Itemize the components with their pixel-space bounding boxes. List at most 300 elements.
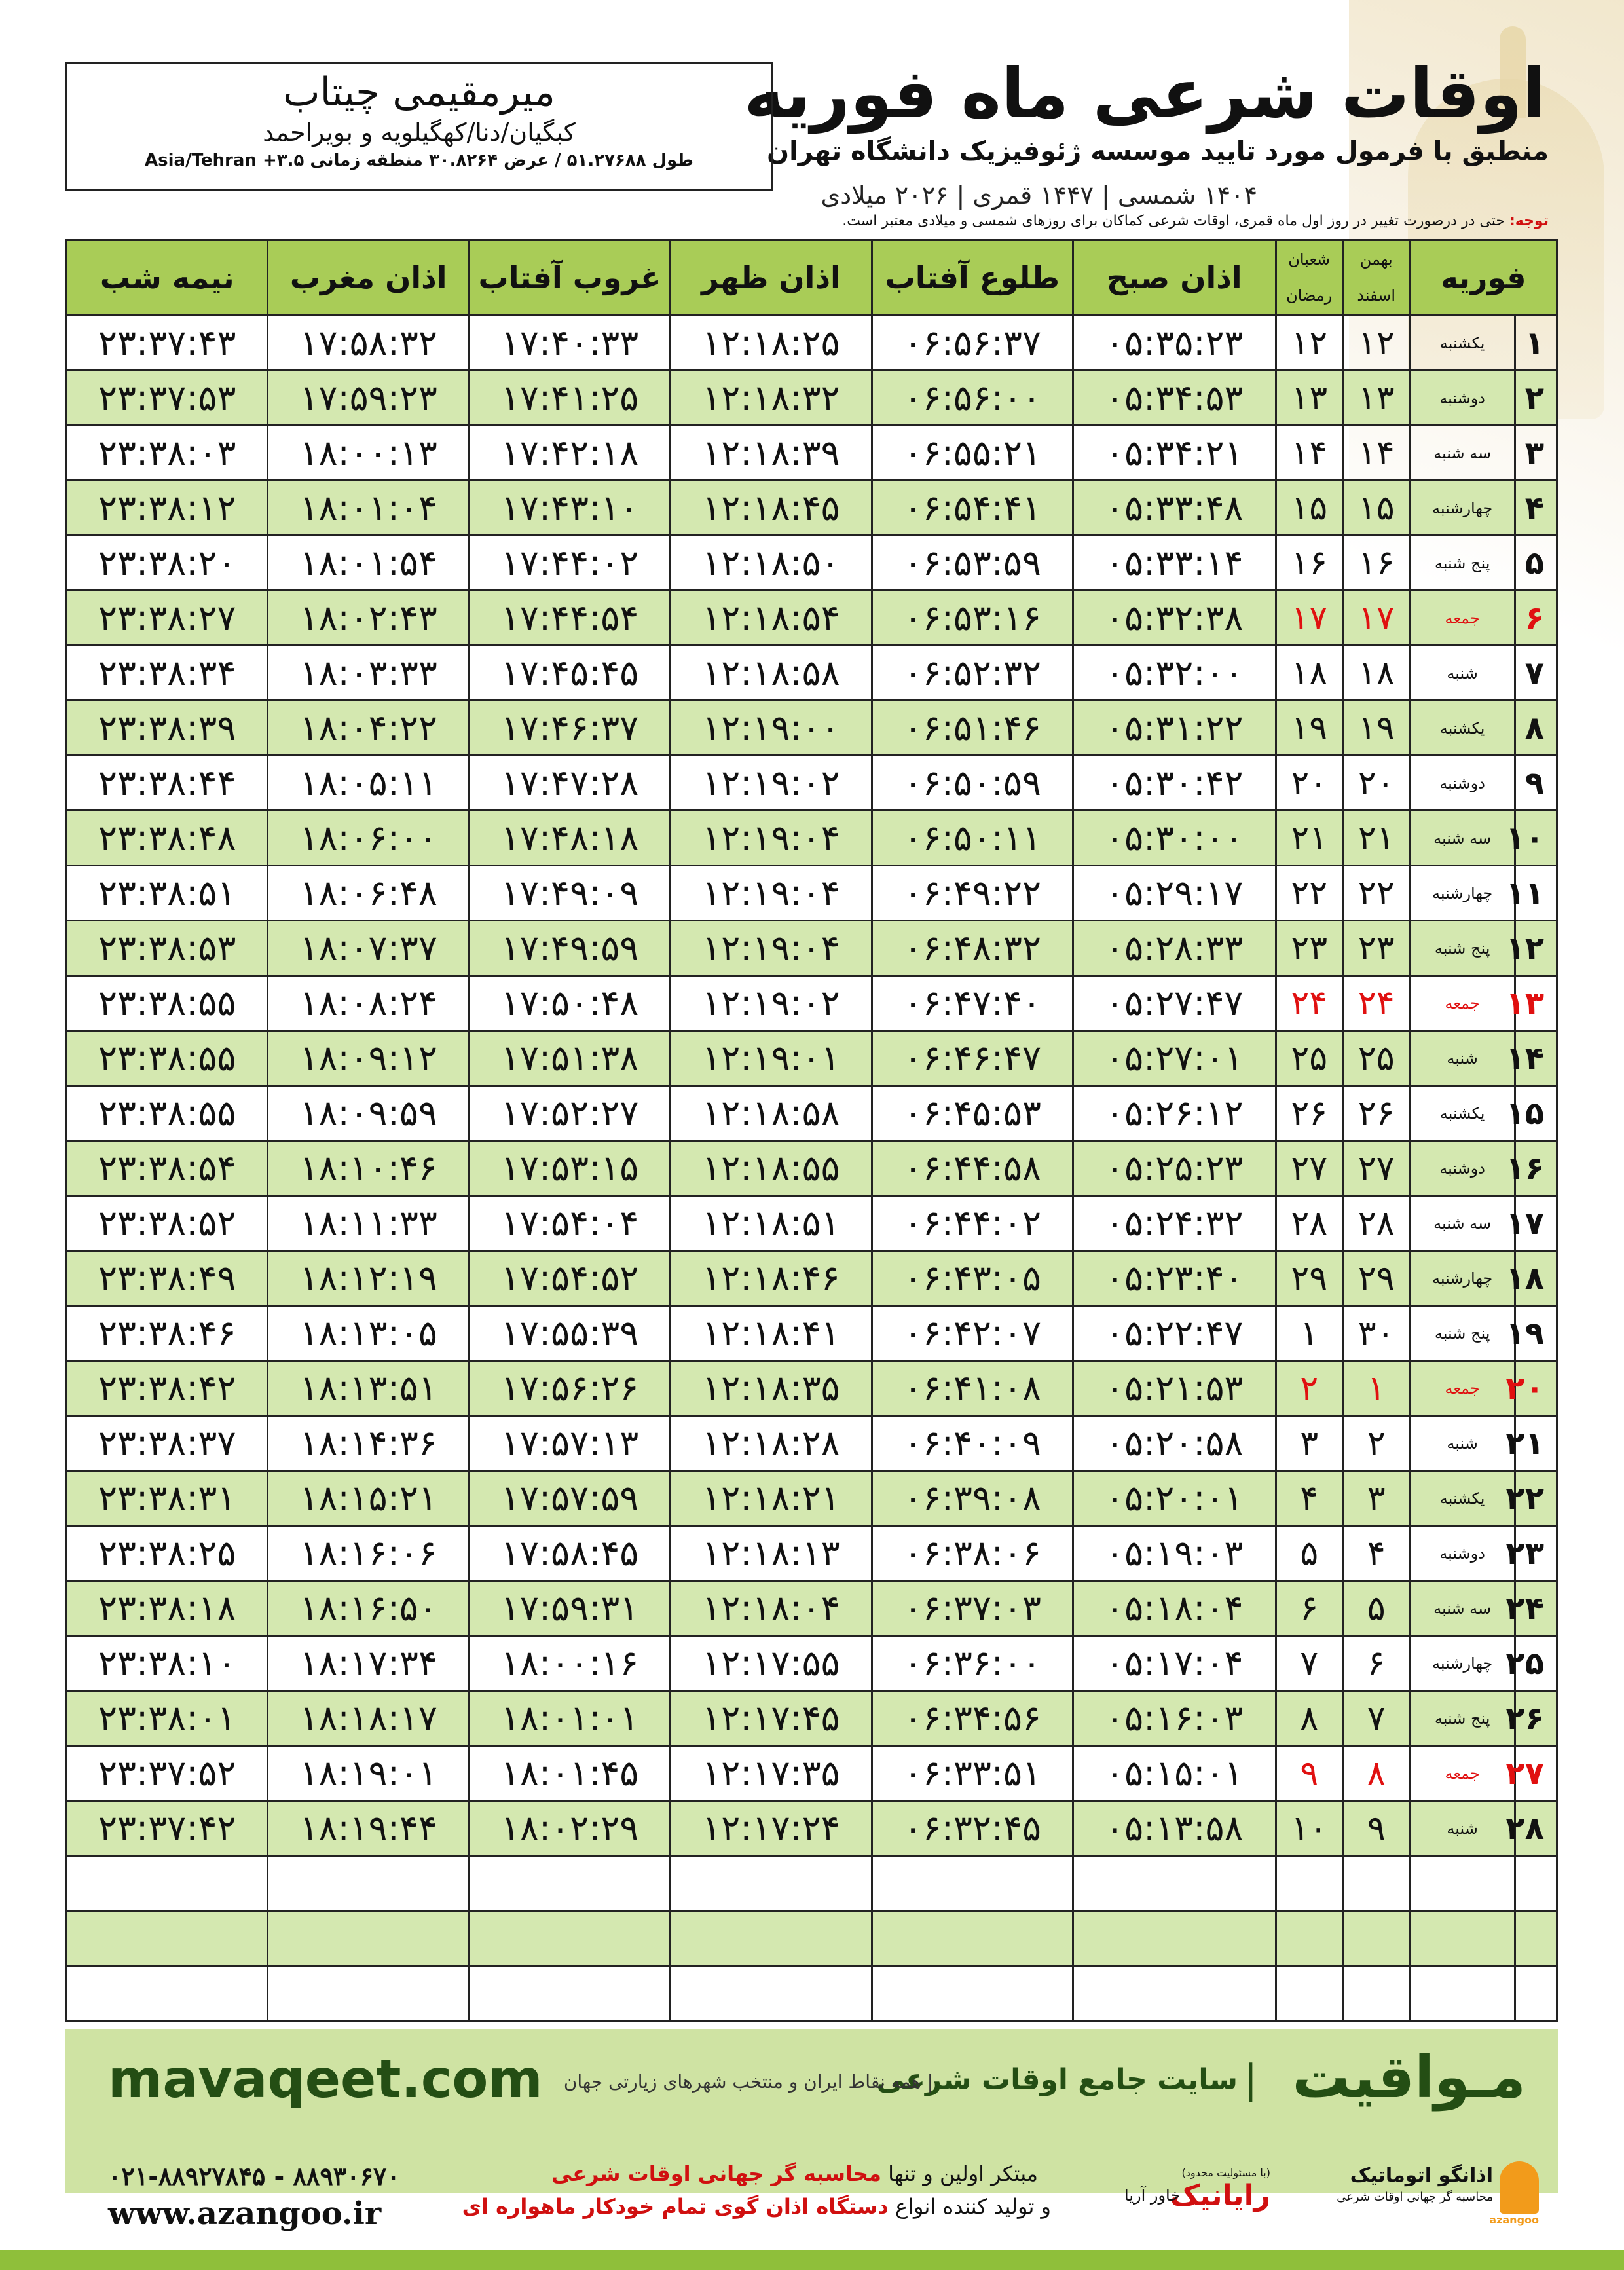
table-row: [67, 1581, 1557, 1636]
row-solar-day: ۲۴: [1342, 976, 1409, 1031]
row-fajr: ۰۵:۲۴:۳۲: [1073, 1196, 1276, 1251]
row-solar-day: ۱۶: [1342, 536, 1409, 591]
row-dhuhr: ۱۲:۱۸:۴۱: [671, 1306, 872, 1361]
banner-url[interactable]: mavaqeet.com: [108, 2049, 543, 2110]
row-dhuhr: ۱۲:۱۸:۰۴: [671, 1581, 872, 1636]
row-fajr: ۰۵:۱۵:۰۱: [1073, 1746, 1276, 1801]
row-weekday: دوشنبه: [1410, 1141, 1515, 1196]
row-fajr: ۰۵:۳۲:۰۰: [1073, 646, 1276, 701]
row-lunar-day: ۱۲: [1276, 316, 1342, 371]
row-sunrise: [872, 1856, 1073, 1911]
row-sunrise: ۰۶:۵۶:۳۷: [872, 316, 1073, 371]
row-solar-day: ۱۹: [1342, 701, 1409, 756]
row-solar-day: ۱۲: [1342, 316, 1409, 371]
row-solar-day: ۲۵: [1342, 1031, 1409, 1086]
row-lunar-day: ۱۴: [1276, 426, 1342, 481]
row-day: ۱۰: [1515, 811, 1557, 866]
header-maghrib: اذان مغرب: [268, 240, 469, 316]
row-day: ۱۶: [1515, 1141, 1557, 1196]
row-sunrise: ۰۶:۴۹:۲۲: [872, 866, 1073, 921]
row-solar-day: [1342, 1911, 1409, 1966]
row-maghrib: ۱۸:۰۱:۰۴: [268, 481, 469, 536]
row-maghrib: ۱۸:۱۳:۰۵: [268, 1306, 469, 1361]
location-province: کبگیان/دنا/کهگیلویه و بویراحمد: [263, 118, 576, 147]
row-solar-day: ۲۰: [1342, 756, 1409, 811]
empty-row: [67, 1856, 1557, 1911]
row-dhuhr: ۱۲:۱۸:۵۸: [671, 1086, 872, 1141]
row-lunar-day: ۴: [1276, 1471, 1342, 1526]
row-sunset: ۱۷:۴۹:۰۹: [469, 866, 670, 921]
row-weekday: سه شنبه: [1410, 1581, 1515, 1636]
row-sunrise: ۰۶:۵۴:۴۱: [872, 481, 1073, 536]
row-fajr: ۰۵:۲۹:۱۷: [1073, 866, 1276, 921]
row-lunar-day: ۱۰: [1276, 1801, 1342, 1856]
row-sunrise: ۰۶:۵۰:۱۱: [872, 811, 1073, 866]
row-fajr: ۰۵:۱۷:۰۴: [1073, 1636, 1276, 1691]
row-dhuhr: ۱۲:۱۹:۰۰: [671, 701, 872, 756]
row-sunrise: [872, 1911, 1073, 1966]
row-fajr: ۰۵:۲۳:۴۰: [1073, 1251, 1276, 1306]
row-fajr: ۰۵:۳۱:۲۲: [1073, 701, 1276, 756]
table-row: [67, 1636, 1557, 1691]
row-weekday: دوشنبه: [1410, 756, 1515, 811]
row-day: ۲۷: [1515, 1746, 1557, 1801]
partner-logo-name: [1170, 2179, 1270, 2212]
banner-brand-name: مـواقیت: [1292, 2043, 1526, 2111]
row-sunset: [469, 1911, 670, 1966]
row-dhuhr: ۱۲:۱۹:۰۴: [671, 921, 872, 976]
row-midnight: ۲۳:۳۸:۵۵: [67, 976, 268, 1031]
row-midnight: ۲۳:۳۸:۲۵: [67, 1526, 268, 1581]
row-sunrise: ۰۶:۵۶:۰۰: [872, 371, 1073, 426]
empty-row: [67, 1966, 1557, 2021]
row-solar-day: ۲۳: [1342, 921, 1409, 976]
row-maghrib: ۱۸:۱۲:۱۹: [268, 1251, 469, 1306]
table-row: [67, 371, 1557, 426]
row-dhuhr: ۱۲:۱۹:۰۴: [671, 811, 872, 866]
row-solar-day: [1342, 1966, 1409, 2021]
row-sunrise: ۰۶:۳۹:۰۸: [872, 1471, 1073, 1526]
calendar-years: ۱۴۰۴ شمسی | ۱۴۴۷ قمری | ۲۰۲۶ میلادی: [821, 181, 1257, 210]
row-fajr: ۰۵:۲۲:۴۷: [1073, 1306, 1276, 1361]
row-dhuhr: ۱۲:۱۸:۵۰: [671, 536, 872, 591]
row-maghrib: ۱۷:۵۹:۲۳: [268, 371, 469, 426]
azangoo-logo-name: اذانگو اتوماتیک: [1350, 2164, 1493, 2187]
row-solar-day: ۲۱: [1342, 811, 1409, 866]
row-weekday: جمعه: [1410, 1746, 1515, 1801]
row-dhuhr: ۱۲:۱۸:۴۶: [671, 1251, 872, 1306]
row-dhuhr: ۱۲:۱۸:۳۹: [671, 426, 872, 481]
row-maghrib: ۱۸:۱۷:۳۴: [268, 1636, 469, 1691]
row-day: ۹: [1515, 756, 1557, 811]
row-solar-day: ۱۵: [1342, 481, 1409, 536]
row-sunrise: ۰۶:۵۵:۲۱: [872, 426, 1073, 481]
row-weekday: سه شنبه: [1410, 426, 1515, 481]
row-sunrise: ۰۶:۴۴:۰۲: [872, 1196, 1073, 1251]
row-sunrise: ۰۶:۳۸:۰۶: [872, 1526, 1073, 1581]
row-maghrib: ۱۸:۱۱:۳۳: [268, 1196, 469, 1251]
row-fajr: ۰۵:۳۵:۲۳: [1073, 316, 1276, 371]
page-title: اوقات شرعی ماه فوریه: [744, 54, 1545, 134]
row-day: ۲: [1515, 371, 1557, 426]
row-midnight: ۲۳:۳۸:۳۴: [67, 646, 268, 701]
row-weekday: سه شنبه: [1410, 811, 1515, 866]
row-midnight: ۲۳:۳۷:۵۳: [67, 371, 268, 426]
row-lunar-day: ۲۰: [1276, 756, 1342, 811]
header-solar-bottom: اسفند: [1357, 286, 1396, 305]
row-weekday: پنج شنبه: [1410, 536, 1515, 591]
row-sunrise: ۰۶:۳۷:۰۳: [872, 1581, 1073, 1636]
row-midnight: ۲۳:۳۸:۴۹: [67, 1251, 268, 1306]
row-midnight: ۲۳:۳۸:۵۳: [67, 921, 268, 976]
table-row: [67, 536, 1557, 591]
footer-line-1: [551, 2161, 1038, 2186]
row-lunar-day: ۲۲: [1276, 866, 1342, 921]
row-day: [1515, 1911, 1557, 1966]
table-row: [67, 316, 1557, 371]
row-weekday: سه شنبه: [1410, 1196, 1515, 1251]
row-lunar-day: ۱: [1276, 1306, 1342, 1361]
row-lunar-day: ۲۷: [1276, 1141, 1342, 1196]
header-solar-top: بهمن: [1359, 250, 1393, 269]
row-sunrise: ۰۶:۴۱:۰۸: [872, 1361, 1073, 1416]
row-midnight: [67, 1966, 268, 2021]
location-city: میرمقیمی چیتاب: [283, 69, 555, 115]
table-row: [67, 1251, 1557, 1306]
row-weekday: شنبه: [1410, 1031, 1515, 1086]
row-midnight: ۲۳:۳۸:۴۲: [67, 1361, 268, 1416]
row-lunar-day: ۲۶: [1276, 1086, 1342, 1141]
row-midnight: ۲۳:۳۸:۴۴: [67, 756, 268, 811]
location-coordinates: طول ۵۱.۲۷۶۸۸ / عرض ۳۰.۸۲۶۴ منطقه زمانی ۳.۵+ Asia/Tehran: [145, 151, 693, 170]
row-sunrise: ۰۶:۴۷:۴۰: [872, 976, 1073, 1031]
row-maghrib: ۱۸:۰۳:۳۳: [268, 646, 469, 701]
table-row: [67, 426, 1557, 481]
row-sunset: ۱۷:۴۵:۴۵: [469, 646, 670, 701]
row-weekday: [1410, 1856, 1515, 1911]
row-fajr: ۰۵:۲۰:۵۸: [1073, 1416, 1276, 1471]
row-maghrib: ۱۸:۰۵:۱۱: [268, 756, 469, 811]
row-midnight: ۲۳:۳۸:۵۴: [67, 1141, 268, 1196]
row-dhuhr: ۱۲:۱۷:۲۴: [671, 1801, 872, 1856]
row-sunset: ۱۷:۴۸:۱۸: [469, 811, 670, 866]
table-header-row: [67, 240, 1557, 316]
row-lunar-day: ۸: [1276, 1691, 1342, 1746]
row-dhuhr: [671, 1856, 872, 1911]
row-solar-day: ۸: [1342, 1746, 1409, 1801]
row-day: ۸: [1515, 701, 1557, 756]
footer-phone: ۰۲۱-۸۸۹۲۷۸۴۵ - ۸۸۹۳۰۶۷۰: [108, 2161, 400, 2191]
row-sunset: ۱۸:۰۰:۱۶: [469, 1636, 670, 1691]
table-row: [67, 1306, 1557, 1361]
row-sunset: ۱۸:۰۱:۰۱: [469, 1691, 670, 1746]
row-maghrib: ۱۸:۱۵:۲۱: [268, 1471, 469, 1526]
row-sunset: ۱۷:۵۳:۱۵: [469, 1141, 670, 1196]
row-midnight: ۲۳:۳۷:۴۳: [67, 316, 268, 371]
row-solar-day: ۱۷: [1342, 591, 1409, 646]
row-weekday: شنبه: [1410, 1416, 1515, 1471]
row-sunrise: ۰۶:۴۳:۰۵: [872, 1251, 1073, 1306]
row-midnight: [67, 1911, 268, 1966]
table-row: [67, 481, 1557, 536]
row-midnight: ۲۳:۳۸:۰۳: [67, 426, 268, 481]
row-day: ۲۴: [1515, 1581, 1557, 1636]
row-midnight: ۲۳:۳۸:۵۵: [67, 1031, 268, 1086]
row-sunrise: ۰۶:۵۲:۳۲: [872, 646, 1073, 701]
row-sunset: ۱۷:۴۳:۱۰: [469, 481, 670, 536]
row-fajr: ۰۵:۲۷:۰۱: [1073, 1031, 1276, 1086]
location-box: [65, 62, 773, 191]
row-lunar-day: [1276, 1966, 1342, 2021]
row-solar-day: ۱۸: [1342, 646, 1409, 701]
row-midnight: ۲۳:۳۷:۴۲: [67, 1801, 268, 1856]
row-solar-day: ۲۷: [1342, 1141, 1409, 1196]
row-sunrise: ۰۶:۳۲:۴۵: [872, 1801, 1073, 1856]
table-row: [67, 1141, 1557, 1196]
table-row: [67, 1031, 1557, 1086]
row-day: ۱۷: [1515, 1196, 1557, 1251]
row-sunset: ۱۷:۴۷:۲۸: [469, 756, 670, 811]
row-midnight: ۲۳:۳۸:۲۷: [67, 591, 268, 646]
row-dhuhr: [671, 1966, 872, 2021]
row-day: ۵: [1515, 536, 1557, 591]
row-day: ۷: [1515, 646, 1557, 701]
row-midnight: ۲۳:۳۸:۱۲: [67, 481, 268, 536]
row-midnight: ۲۳:۳۸:۲۰: [67, 536, 268, 591]
azangoo-logo: [1329, 2161, 1539, 2224]
partner-logo-name-text: رایانیک: [1170, 2179, 1270, 2212]
row-weekday: چهارشنبه: [1410, 1251, 1515, 1306]
row-maghrib: ۱۸:۱۴:۳۶: [268, 1416, 469, 1471]
row-fajr: ۰۵:۱۶:۰۳: [1073, 1691, 1276, 1746]
row-solar-day: ۲۹: [1342, 1251, 1409, 1306]
header-midnight: نیمه شب: [67, 240, 268, 316]
row-fajr: ۰۵:۳۰:۴۲: [1073, 756, 1276, 811]
row-fajr: [1073, 1856, 1276, 1911]
row-lunar-day: [1276, 1856, 1342, 1911]
row-lunar-day: ۲۵: [1276, 1031, 1342, 1086]
row-sunset: ۱۷:۴۴:۰۲: [469, 536, 670, 591]
row-lunar-day: [1276, 1911, 1342, 1966]
row-fajr: ۰۵:۳۲:۳۸: [1073, 591, 1276, 646]
row-solar-day: ۱۴: [1342, 426, 1409, 481]
row-midnight: ۲۳:۳۸:۵۵: [67, 1086, 268, 1141]
row-maghrib: ۱۸:۰۲:۴۳: [268, 591, 469, 646]
row-fajr: ۰۵:۱۳:۵۸: [1073, 1801, 1276, 1856]
row-maghrib: ۱۸:۰۴:۲۲: [268, 701, 469, 756]
row-sunrise: ۰۶:۴۸:۳۲: [872, 921, 1073, 976]
row-dhuhr: ۱۲:۱۷:۳۵: [671, 1746, 872, 1801]
row-maghrib: [268, 1966, 469, 2021]
row-sunset: ۱۷:۴۱:۲۵: [469, 371, 670, 426]
row-maghrib: ۱۸:۱۰:۴۶: [268, 1141, 469, 1196]
banner-subtitle: | همه نقاط ایران و منتخب شهرهای زیارتی جهان: [563, 2071, 933, 2093]
row-solar-day: ۵: [1342, 1581, 1409, 1636]
row-solar-day: ۱: [1342, 1361, 1409, 1416]
row-sunrise: ۰۶:۴۵:۵۳: [872, 1086, 1073, 1141]
row-midnight: ۲۳:۳۸:۳۱: [67, 1471, 268, 1526]
row-weekday: [1410, 1911, 1515, 1966]
row-day: ۱۵: [1515, 1086, 1557, 1141]
header-lunar-months: [1276, 240, 1342, 316]
row-midnight: ۲۳:۳۸:۱۸: [67, 1581, 268, 1636]
row-solar-day: ۲: [1342, 1416, 1409, 1471]
row-day: ۲۳: [1515, 1526, 1557, 1581]
table-row: [67, 1746, 1557, 1801]
header-solar-months: [1342, 240, 1409, 316]
row-sunrise: ۰۶:۳۶:۰۰: [872, 1636, 1073, 1691]
row-dhuhr: ۱۲:۱۷:۴۵: [671, 1691, 872, 1746]
row-day: ۱۳: [1515, 976, 1557, 1031]
row-solar-day: ۹: [1342, 1801, 1409, 1856]
row-solar-day: ۷: [1342, 1691, 1409, 1746]
row-sunrise: ۰۶:۴۰:۰۹: [872, 1416, 1073, 1471]
row-sunset: ۱۷:۴۴:۵۴: [469, 591, 670, 646]
table-row: [67, 1691, 1557, 1746]
row-sunrise: ۰۶:۴۴:۵۸: [872, 1141, 1073, 1196]
row-day: ۱۴: [1515, 1031, 1557, 1086]
row-sunset: [469, 1966, 670, 2021]
row-day: ۲۰: [1515, 1361, 1557, 1416]
row-dhuhr: ۱۲:۱۸:۲۵: [671, 316, 872, 371]
row-sunrise: ۰۶:۵۳:۵۹: [872, 536, 1073, 591]
row-maghrib: ۱۸:۰۱:۵۴: [268, 536, 469, 591]
row-midnight: ۲۳:۳۸:۱۰: [67, 1636, 268, 1691]
footer-line-1-b: محاسبه گر جهانی اوقات شرعی: [551, 2161, 881, 2186]
banner-tagline: سایت جامع اوقات شرعی: [876, 2063, 1238, 2096]
row-sunrise: ۰۶:۳۳:۵۱: [872, 1746, 1073, 1801]
row-fajr: ۰۵:۲۸:۳۳: [1073, 921, 1276, 976]
partner-logo-pre: (با مسئولیت محدود): [1181, 2167, 1270, 2179]
row-solar-day: ۲۸: [1342, 1196, 1409, 1251]
row-fajr: ۰۵:۲۷:۴۷: [1073, 976, 1276, 1031]
row-sunset: ۱۷:۵۴:۵۲: [469, 1251, 670, 1306]
row-lunar-day: ۱۵: [1276, 481, 1342, 536]
page-subtitle: منطبق با فرمول مورد تایید موسسه ژئوفیزیک دانشگاه تهران: [766, 136, 1549, 166]
row-fajr: ۰۵:۱۹:۰۳: [1073, 1526, 1276, 1581]
row-sunset: ۱۸:۰۲:۲۹: [469, 1801, 670, 1856]
row-sunset: ۱۷:۵۴:۰۴: [469, 1196, 670, 1251]
row-lunar-day: ۷: [1276, 1636, 1342, 1691]
row-day: ۲۶: [1515, 1691, 1557, 1746]
row-maghrib: ۱۸:۰۸:۲۴: [268, 976, 469, 1031]
row-dhuhr: ۱۲:۱۹:۰۴: [671, 866, 872, 921]
row-midnight: ۲۳:۳۸:۵۲: [67, 1196, 268, 1251]
row-day: ۲۱: [1515, 1416, 1557, 1471]
row-maghrib: ۱۸:۰۶:۰۰: [268, 811, 469, 866]
row-sunrise: ۰۶:۵۰:۵۹: [872, 756, 1073, 811]
row-weekday: پنج شنبه: [1410, 1691, 1515, 1746]
row-weekday: یکشنبه: [1410, 1471, 1515, 1526]
row-day: [1515, 1966, 1557, 2021]
footer-website[interactable]: www.azangoo.ir: [108, 2195, 382, 2232]
row-dhuhr: ۱۲:۱۸:۱۳: [671, 1526, 872, 1581]
row-fajr: ۰۵:۲۵:۲۳: [1073, 1141, 1276, 1196]
notice-label: توجه:: [1509, 213, 1549, 229]
row-weekday: یکشنبه: [1410, 316, 1515, 371]
row-sunrise: ۰۶:۳۴:۵۶: [872, 1691, 1073, 1746]
row-maghrib: ۱۸:۰۰:۱۳: [268, 426, 469, 481]
row-sunrise: [872, 1966, 1073, 2021]
row-dhuhr: ۱۲:۱۹:۰۱: [671, 1031, 872, 1086]
table-row: [67, 1526, 1557, 1581]
row-lunar-day: ۶: [1276, 1581, 1342, 1636]
row-lunar-day: ۲۱: [1276, 811, 1342, 866]
row-weekday: چهارشنبه: [1410, 481, 1515, 536]
row-sunset: ۱۷:۴۰:۳۳: [469, 316, 670, 371]
row-maghrib: ۱۸:۱۹:۴۴: [268, 1801, 469, 1856]
row-midnight: ۲۳:۳۸:۳۷: [67, 1416, 268, 1471]
row-maghrib: ۱۸:۱۶:۰۶: [268, 1526, 469, 1581]
row-maghrib: ۱۸:۰۹:۵۹: [268, 1086, 469, 1141]
row-dhuhr: ۱۲:۱۷:۵۵: [671, 1636, 872, 1691]
row-sunset: ۱۷:۵۰:۴۸: [469, 976, 670, 1031]
row-day: ۲۸: [1515, 1801, 1557, 1856]
header-lunar-bottom: رمضان: [1286, 286, 1333, 305]
row-day: ۳: [1515, 426, 1557, 481]
row-day: ۱۸: [1515, 1251, 1557, 1306]
table-row: [67, 1361, 1557, 1416]
row-weekday: یکشنبه: [1410, 701, 1515, 756]
row-maghrib: [268, 1856, 469, 1911]
banner-separator: |: [1244, 2056, 1257, 2102]
row-sunrise: ۰۶:۴۶:۴۷: [872, 1031, 1073, 1086]
row-day: ۱۹: [1515, 1306, 1557, 1361]
table-row: [67, 1416, 1557, 1471]
row-dhuhr: ۱۲:۱۸:۵۴: [671, 591, 872, 646]
row-maghrib: ۱۸:۱۹:۰۱: [268, 1746, 469, 1801]
table-row: [67, 921, 1557, 976]
row-lunar-day: ۵: [1276, 1526, 1342, 1581]
row-weekday: چهارشنبه: [1410, 1636, 1515, 1691]
header-lunar-top: شعبان: [1288, 250, 1331, 269]
row-sunset: ۱۷:۵۲:۲۷: [469, 1086, 670, 1141]
row-weekday: یکشنبه: [1410, 1086, 1515, 1141]
row-day: ۱۱: [1515, 866, 1557, 921]
row-midnight: ۲۳:۳۸:۴۸: [67, 811, 268, 866]
header-fajr: اذان صبح: [1073, 240, 1276, 316]
row-lunar-day: ۳: [1276, 1416, 1342, 1471]
table-row: [67, 1801, 1557, 1856]
row-maghrib: ۱۷:۵۸:۳۲: [268, 316, 469, 371]
row-day: ۱۲: [1515, 921, 1557, 976]
footer-line-2-a: و تولید کننده انواع: [888, 2194, 1051, 2219]
row-solar-day: ۱۳: [1342, 371, 1409, 426]
row-solar-day: ۲۶: [1342, 1086, 1409, 1141]
row-weekday: جمعه: [1410, 976, 1515, 1031]
row-weekday: پنج شنبه: [1410, 1306, 1515, 1361]
row-sunset: ۱۷:۵۹:۳۱: [469, 1581, 670, 1636]
row-sunset: ۱۷:۵۱:۳۸: [469, 1031, 670, 1086]
row-fajr: ۰۵:۲۱:۵۳: [1073, 1361, 1276, 1416]
row-dhuhr: ۱۲:۱۸:۵۸: [671, 646, 872, 701]
row-lunar-day: ۱۷: [1276, 591, 1342, 646]
row-maghrib: ۱۸:۰۷:۳۷: [268, 921, 469, 976]
row-maghrib: ۱۸:۱۶:۵۰: [268, 1581, 469, 1636]
row-midnight: [67, 1856, 268, 1911]
row-lunar-day: ۲۴: [1276, 976, 1342, 1031]
table-row: [67, 646, 1557, 701]
row-weekday: چهارشنبه: [1410, 866, 1515, 921]
row-sunset: ۱۷:۵۷:۵۹: [469, 1471, 670, 1526]
row-sunset: ۱۷:۵۸:۴۵: [469, 1526, 670, 1581]
row-sunset: ۱۷:۴۹:۵۹: [469, 921, 670, 976]
row-weekday: جمعه: [1410, 1361, 1515, 1416]
footer-line-1-a: مبتکر اولین و تنها: [881, 2161, 1038, 2186]
row-day: ۱: [1515, 316, 1557, 371]
table-row: [67, 591, 1557, 646]
row-fajr: [1073, 1911, 1276, 1966]
